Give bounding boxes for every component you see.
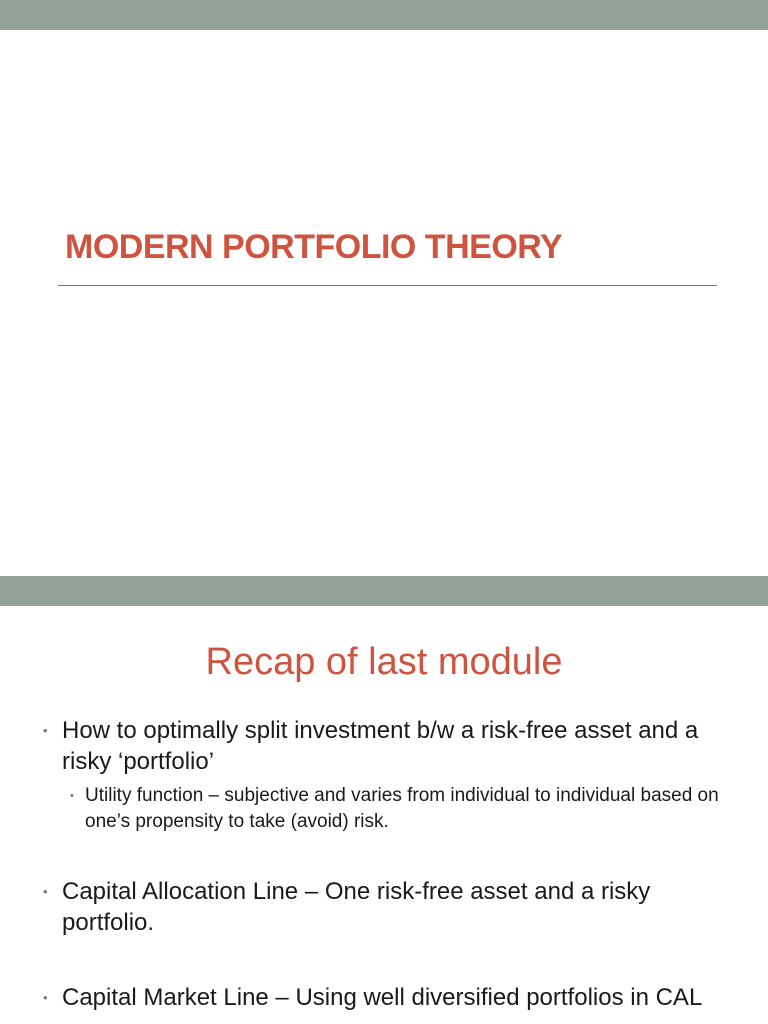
bullet-text: How to optimally split investment b/w a risk-free asset and a risky ‘portfolio’	[62, 717, 699, 775]
sub-bullet-dot: •	[70, 790, 74, 802]
slide-heading: Recap of last module	[205, 641, 563, 683]
title-underline	[58, 285, 717, 286]
bullet-dot: •	[43, 990, 48, 1005]
slide-divider-band	[0, 576, 768, 606]
slide-title: MODERN PORTFOLIO THEORY	[65, 228, 563, 266]
bullet-dot: •	[43, 884, 48, 899]
sub-bullet-item	[70, 783, 725, 835]
bullet-item	[43, 982, 732, 1013]
top-accent-band	[0, 0, 768, 30]
sub-bullet-text: Utility function – subjective and varies from individual to individual based on one’s propensity to take (avoid) risk.	[85, 785, 719, 832]
bullet-text: Capital Market Line – Using well diversified portfolios in CAL	[62, 984, 703, 1011]
bullet-item	[43, 715, 732, 777]
bullet-item	[43, 876, 732, 938]
bullet-dot: •	[43, 723, 48, 738]
bullet-text: Capital Allocation Line – One risk-free asset and a risky portfolio.	[62, 878, 651, 936]
